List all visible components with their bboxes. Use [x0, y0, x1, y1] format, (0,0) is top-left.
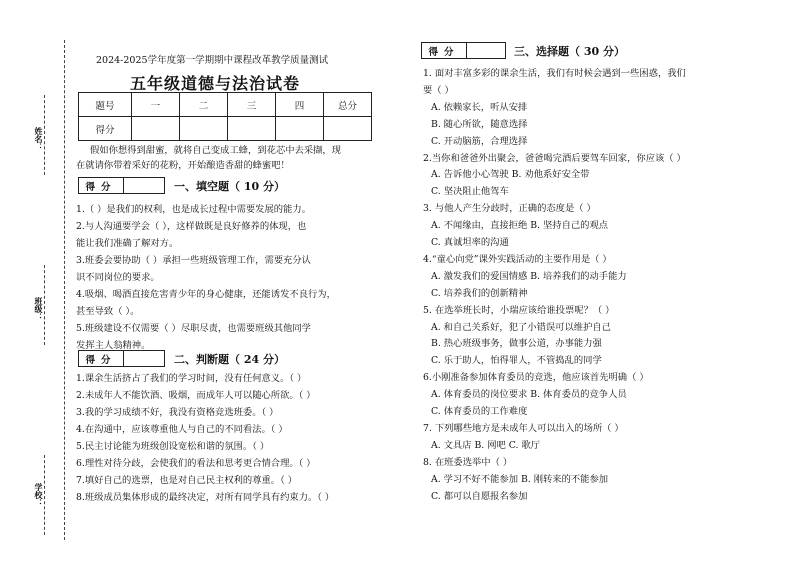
judge-q4: 4.在沟通中，应该尊重他人与自己的不同看法。（ ）	[76, 424, 288, 435]
choice-option-line: C. 培养我们的创新精神	[431, 287, 528, 299]
fill-q5: 5.班级建设不仅需要（ ）尽职尽责，也需要班级其他同学	[76, 323, 311, 334]
fill-q3-cont: 识不同岗位的要求。	[76, 272, 160, 283]
choice-option-line: A. 激发我们的爱国情感 B. 培养我们的动手能力	[431, 270, 627, 282]
choice-option-line: B. 随心所欲，随意选择	[431, 118, 528, 130]
score-table	[78, 92, 372, 141]
intro-line-2: 在就请你带着采好的花粉，开始酿造香甜的蜂蜜吧！	[76, 160, 290, 171]
section2-title: 二、判断题（ 24 分）	[174, 353, 285, 366]
score-cell-2[interactable]	[180, 117, 228, 141]
judge-q7: 7.填好自己的选票，也是对自己民主权利的尊重。（ ）	[76, 475, 298, 486]
choice-question-line: 6.小刚准备参加体育委员的竞选，他应该首先明确（ ）	[423, 372, 649, 384]
choice-option-line: A. 不闻缘由，直接拒绝 B. 坚持自己的观点	[431, 220, 609, 232]
choice-option-line: A. 告诉他小心驾驶 B. 劝他系好安全带	[431, 169, 590, 181]
section3-score-box	[421, 42, 506, 59]
score-col-2: 二	[180, 93, 228, 117]
choice-option-line: A. 文具店 B. 网吧 C. 歌厅	[431, 439, 541, 451]
score-col-3: 三	[228, 93, 276, 117]
score-col-label: 题号	[79, 93, 132, 117]
section2-score-box	[78, 350, 165, 367]
score-col-4: 四	[276, 93, 324, 117]
choice-question-line: 5. 在选举班长时，小瑞应该给谁投票呢？（ ）	[423, 304, 615, 316]
class-label: 班级：	[34, 297, 44, 321]
score-box-label: 得分	[422, 43, 467, 58]
judge-q3: 3.我的学习成绩不好，我没有资格竞选班委。（ ）	[76, 407, 279, 418]
score-table-header-row	[79, 93, 372, 117]
school-label: 学校：	[34, 483, 44, 507]
judge-q5: 5.民主讨论能为班级创设宽松和谐的氛围。（ ）	[76, 441, 270, 452]
choice-option-line: C. 都可以自愿报名参加	[431, 490, 528, 502]
judge-q2: 2.未成年人不能饮酒、吸烟，而成年人可以随心所欲。（ ）	[76, 390, 316, 401]
score-cell-total[interactable]	[324, 117, 372, 141]
choice-option-line: B. 热心班级事务，做事公道，办事能力强	[431, 338, 602, 350]
choice-option-line: A. 依赖家长，听从安排	[431, 101, 528, 113]
score-box-field[interactable]	[467, 43, 505, 58]
score-box-field[interactable]	[124, 351, 164, 366]
choice-option-line: C. 开动脑筋，合理选择	[431, 135, 528, 147]
score-table-score-row	[79, 117, 372, 141]
choice-option-line: A. 和自己关系好，犯了小错误可以维护自己	[431, 321, 611, 333]
choice-question-line: 3. 与他人产生分歧时，正确的态度是（ ）	[423, 203, 596, 215]
score-cell-4[interactable]	[276, 117, 324, 141]
section1-title: 一、填空题（ 10 分）	[174, 180, 285, 193]
choice-question-line: 7. 下列哪些地方是未成年人可以出入的场所（ ）	[423, 422, 624, 434]
section3-title: 三、选择题（ 30 分）	[514, 45, 625, 58]
fill-q4: 4.吸烟、喝酒直接危害青少年的身心健康，还能诱发不良行为，	[76, 289, 336, 300]
exam-title: 五年级道德与法治试卷	[130, 74, 301, 93]
intro-line-1: 假如你想得到甜蜜，就将自己变成工蜂，到花芯中去采撷，现	[90, 145, 342, 156]
class-underline	[44, 265, 45, 345]
choice-option-line: A. 学习不好不能参加 B. 刚转来的不能参加	[431, 473, 609, 485]
name-underline	[44, 95, 45, 175]
score-box-label: 得分	[79, 178, 124, 193]
exam-subtitle: 2024-2025学年度第一学期期中课程改革教学质量测试	[96, 55, 329, 66]
school-underline	[44, 455, 45, 535]
judge-q8: 8.班级成员集体形成的最终决定，对所有同学具有约束力。（ ）	[76, 492, 335, 503]
score-col-total: 总分	[324, 93, 372, 117]
score-col-1: 一	[132, 93, 180, 117]
choice-option-line: C. 体育委员的工作难度	[431, 406, 528, 417]
score-cell-1[interactable]	[132, 117, 180, 141]
fill-q5-cont: 发挥主人翁精神。	[76, 340, 151, 351]
score-box-label: 得分	[79, 351, 124, 366]
fill-q2-cont: 能让我们准确了解对方。	[76, 238, 179, 249]
choice-question-line: 1. 面对丰富多彩的课余生活，我们有时候会遇到一些困惑，我们	[423, 68, 686, 79]
choice-option-line: C. 真诚坦率的沟通	[431, 237, 509, 248]
judge-q6: 6.理性对待分歧，会使我们的看法和思考更合情合理。（ ）	[76, 458, 316, 469]
section1-score-box	[78, 177, 165, 194]
name-label: 姓名：	[34, 127, 44, 151]
choice-question-line: 8. 在班委选举中（ ）	[423, 456, 513, 468]
binding-line	[64, 40, 65, 540]
judge-q1: 1.课余生活挤占了我们的学习时间，没有任何意义。（ ）	[76, 373, 307, 384]
choice-option-line: C. 乐于助人，怕得罪人，不管捣乱的同学	[431, 355, 602, 367]
fill-q1: 1.（ ）是我们的权利，也是成长过程中需要发展的能力。	[76, 204, 311, 215]
fill-q4-cont: 甚至导致（ ）。	[76, 306, 140, 317]
score-row-label: 得分	[79, 117, 132, 141]
fill-q2: 2.与人沟通要学会（ ），这样做既是良好修养的体现，也	[76, 221, 307, 232]
choice-question-line: 要（ ）	[423, 84, 454, 96]
score-box-field[interactable]	[124, 178, 164, 193]
fill-q3: 3.班委会要协助（ ）承担一些班级管理工作，需要充分认	[76, 255, 311, 266]
choice-option-line: A. 体育委员的岗位要求 B. 体育委员的竞争人员	[431, 389, 627, 401]
score-cell-3[interactable]	[228, 117, 276, 141]
choice-option-line: C. 坚决阻止他驾车	[431, 186, 509, 198]
choice-question-line: 4.“童心向党”课外实践活动的主要作用是（ ）	[423, 253, 612, 265]
choice-question-line: 2.当你和爸爸外出聚会，爸爸喝完酒后要驾车回家，你应该（ ）	[423, 152, 686, 164]
